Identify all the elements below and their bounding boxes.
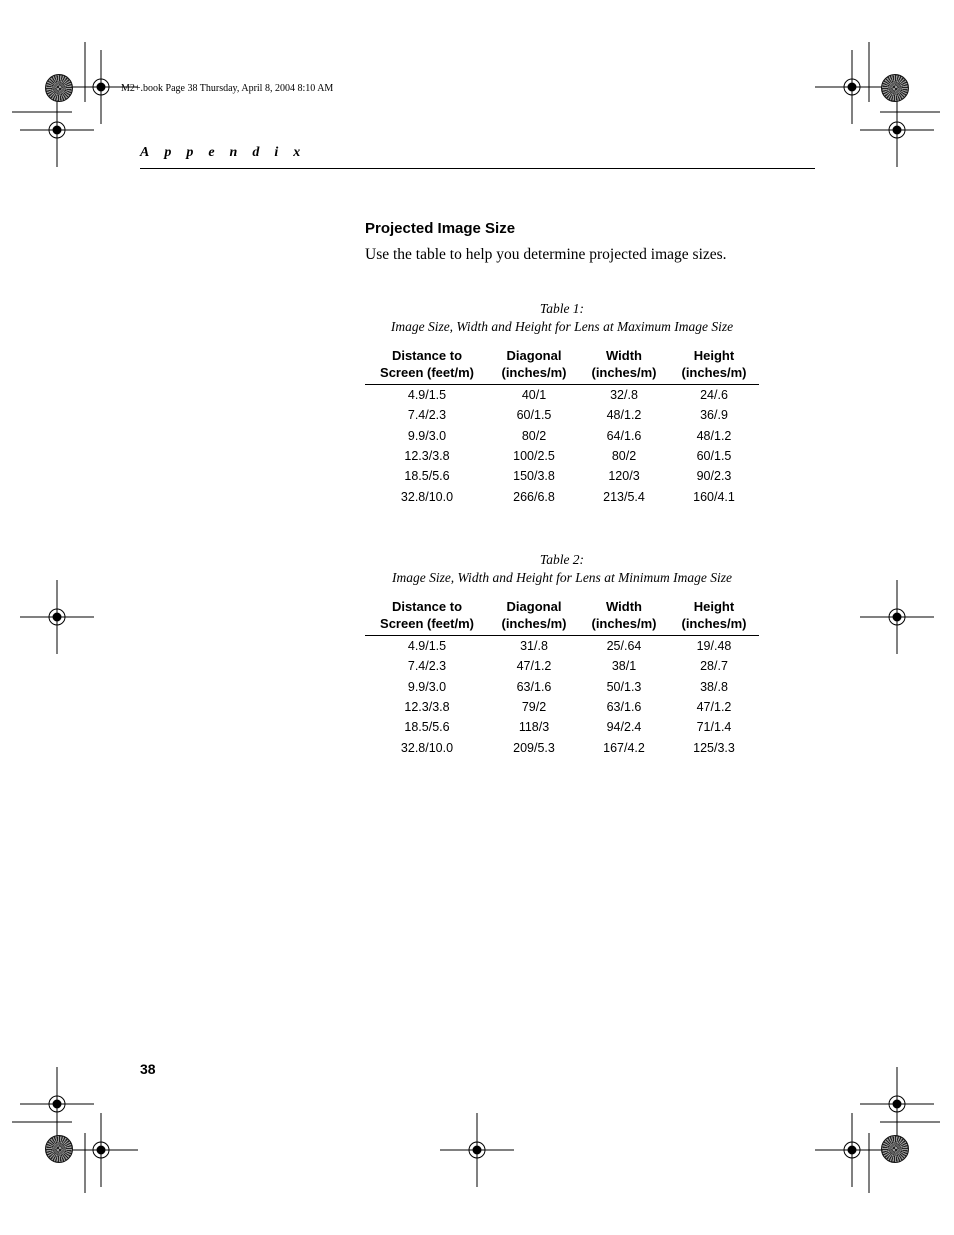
column-header-width: Width (inches/m) xyxy=(579,598,669,636)
table-cell: 125/3.3 xyxy=(693,740,735,755)
section-title: Projected Image Size xyxy=(365,220,516,237)
table-cell: 71/1.4 xyxy=(696,720,732,735)
table-cell: 9.9/3.0 xyxy=(407,679,447,694)
table-row xyxy=(365,717,759,737)
intro-paragraph: Use the table to help you determine projected image sizes. xyxy=(365,246,727,263)
table-row xyxy=(365,405,759,425)
table-2-title: Image Size, Width and Height for Lens at Minimum Image Size xyxy=(391,570,733,585)
table-cell: 213/5.4 xyxy=(603,489,645,504)
table-cell: 48/1.2 xyxy=(696,428,732,443)
table-cell: 31/.8 xyxy=(520,639,548,654)
table-cell: 160/4.1 xyxy=(693,489,735,504)
table-row xyxy=(365,737,759,757)
table-cell: 47/1.2 xyxy=(696,700,732,715)
table-row xyxy=(365,426,759,446)
registration-mark-icon xyxy=(64,1113,138,1187)
column-header-height: Height (inches/m) xyxy=(669,598,759,636)
table-header-row xyxy=(365,598,759,636)
table-1-title: Image Size, Width and Height for Lens at Maximum Image Size xyxy=(390,319,734,334)
table-1 xyxy=(365,300,759,507)
table-cell: 94/2.4 xyxy=(606,720,642,735)
table-cell: 18.5/5.6 xyxy=(404,469,450,484)
table-cell: 12.3/3.8 xyxy=(404,700,450,715)
table-cell: 12.3/3.8 xyxy=(404,449,450,464)
table-cell: 63/1.6 xyxy=(516,679,552,694)
table-cell: 64/1.6 xyxy=(606,428,642,443)
table-cell: 90/2.3 xyxy=(696,469,732,484)
table-cell: 118/3 xyxy=(518,720,550,735)
table-row xyxy=(365,466,759,486)
registration-mark-icon xyxy=(20,580,94,654)
header-rule xyxy=(140,168,815,169)
table-row xyxy=(365,446,759,466)
table-cell: 167/4.2 xyxy=(603,740,645,755)
registration-mark-icon xyxy=(860,580,934,654)
table-cell: 80/2 xyxy=(521,428,547,443)
column-header-distance: Distance to Screen (feet/m) xyxy=(365,347,489,385)
table-row xyxy=(365,385,759,406)
table-2-grid xyxy=(365,598,759,758)
table-2 xyxy=(365,551,759,758)
table-cell: 7.4/2.3 xyxy=(407,408,447,423)
registration-mark-icon xyxy=(815,50,889,124)
table-cell: 120/3 xyxy=(608,469,640,484)
table-cell: 9.9/3.0 xyxy=(407,428,447,443)
column-header-diagonal: Diagonal (inches/m) xyxy=(489,347,579,385)
table-cell: 79/2 xyxy=(521,700,547,715)
table-cell: 60/1.5 xyxy=(516,408,552,423)
table-cell: 32.8/10.0 xyxy=(400,489,454,504)
column-header-diagonal: Diagonal (inches/m) xyxy=(489,598,579,636)
table-2-label: Table 2: xyxy=(539,552,585,567)
registration-mark-icon xyxy=(815,1113,889,1187)
table-cell: 32/.8 xyxy=(610,388,638,403)
table-cell: 50/1.3 xyxy=(606,679,642,694)
table-cell: 25/.64 xyxy=(606,639,642,654)
page-number: 38 xyxy=(140,1061,156,1077)
book-slug: M2+.book Page 38 Thursday, April 8, 2004 8:10 AM xyxy=(121,83,334,94)
table-row xyxy=(365,697,759,717)
registration-mark-icon xyxy=(860,93,934,167)
table-row xyxy=(365,677,759,697)
column-header-width: Width (inches/m) xyxy=(579,347,669,385)
registration-mark-icon xyxy=(20,1067,94,1141)
table-header-row xyxy=(365,347,759,385)
table-cell: 24/.6 xyxy=(700,388,728,403)
table-cell: 47/1.2 xyxy=(516,659,552,674)
column-header-height: Height (inches/m) xyxy=(669,347,759,385)
table-cell: 18.5/5.6 xyxy=(404,720,450,735)
color-bar-rosette-icon xyxy=(881,1135,909,1163)
table-1-grid xyxy=(365,347,759,507)
table-cell: 19/.48 xyxy=(696,639,732,654)
registration-mark-icon xyxy=(440,1113,514,1187)
table-cell: 48/1.2 xyxy=(606,408,642,423)
color-bar-rosette-icon xyxy=(881,74,909,102)
table-row xyxy=(365,486,759,506)
running-head: Appendix xyxy=(140,145,316,160)
table-cell: 7.4/2.3 xyxy=(407,659,447,674)
table-row xyxy=(365,636,759,657)
table-cell: 4.9/1.5 xyxy=(407,639,447,654)
column-header-distance: Distance to Screen (feet/m) xyxy=(365,598,489,636)
table-cell: 36/.9 xyxy=(700,408,728,423)
table-cell: 209/5.3 xyxy=(513,740,555,755)
table-cell: 40/1 xyxy=(521,388,547,403)
table-cell: 4.9/1.5 xyxy=(407,388,447,403)
table-cell: 38/.8 xyxy=(700,679,728,694)
table-cell: 266/6.8 xyxy=(513,489,555,504)
table-cell: 100/2.5 xyxy=(513,449,555,464)
table-cell: 150/3.8 xyxy=(513,469,555,484)
color-bar-rosette-icon xyxy=(45,74,73,102)
table-1-label: Table 1: xyxy=(539,301,585,316)
registration-mark-icon xyxy=(20,93,94,167)
color-bar-rosette-icon xyxy=(45,1135,73,1163)
table-cell: 60/1.5 xyxy=(696,449,732,464)
table-cell: 63/1.6 xyxy=(606,700,642,715)
table-cell: 32.8/10.0 xyxy=(400,740,454,755)
table-row xyxy=(365,656,759,676)
table-cell: 38/1 xyxy=(611,659,637,674)
table-cell: 80/2 xyxy=(611,449,637,464)
table-cell: 28/.7 xyxy=(700,659,728,674)
registration-mark-icon xyxy=(860,1067,934,1141)
